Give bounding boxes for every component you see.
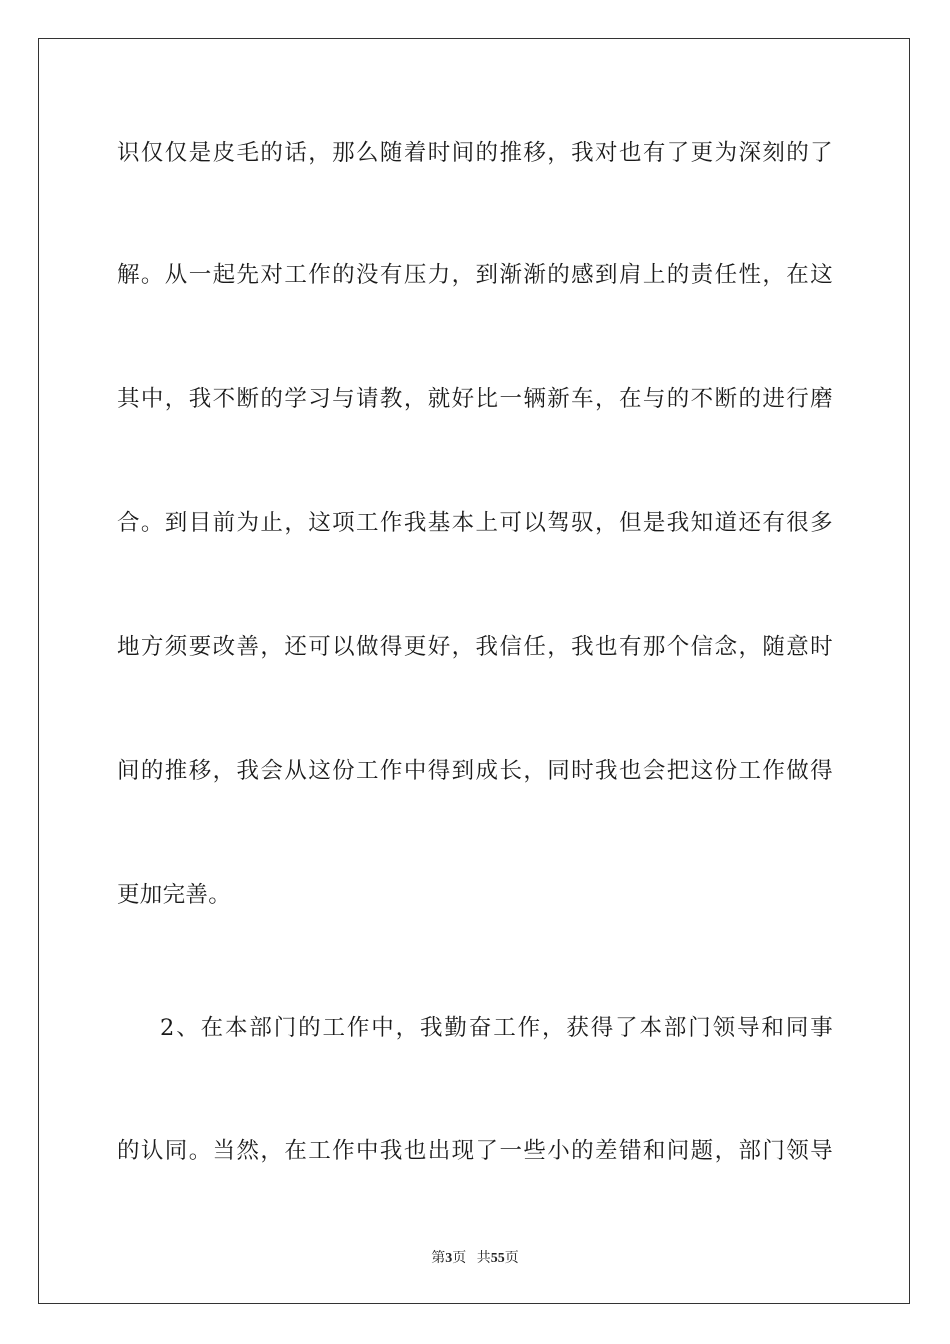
paragraph-start-line: 2、在本部门的工作中，我勤奋工作，获得了本部门领导和同事 [160,1015,833,1041]
footer-page-number: 3 [445,1251,453,1266]
body-text-line: 更加完善。 [117,882,232,908]
page-footer [0,1247,950,1267]
footer-total-prefix: 共 [476,1251,491,1266]
body-text-line: 间的推移，我会从这份工作中得到成长，同时我也会把这份工作做得 [117,758,833,784]
body-text-line: 解。从一起先对工作的没有压力，到渐渐的感到肩上的责任性，在这 [117,262,833,288]
body-text-line: 地方须要改善，还可以做得更好，我信任，我也有那个信念，随意时 [117,634,833,660]
body-text-line: 合。到目前为止，这项工作我基本上可以驾驭，但是我知道还有很多 [117,510,833,536]
footer-total-pages: 55 [490,1251,505,1266]
footer-page-prefix: 第 [431,1251,446,1266]
body-text-line: 的认同。当然，在工作中我也出现了一些小的差错和问题，部门领导 [117,1138,833,1164]
footer-total-suffix: 页 [504,1251,519,1266]
footer-page-suffix: 页 [452,1251,467,1266]
body-text-line: 其中，我不断的学习与请教，就好比一辆新车，在与的不断的进行磨 [117,386,833,412]
page-border [38,38,910,1304]
body-text-line: 识仅仅是皮毛的话，那么随着时间的推移，我对也有了更为深刻的了 [117,140,833,166]
